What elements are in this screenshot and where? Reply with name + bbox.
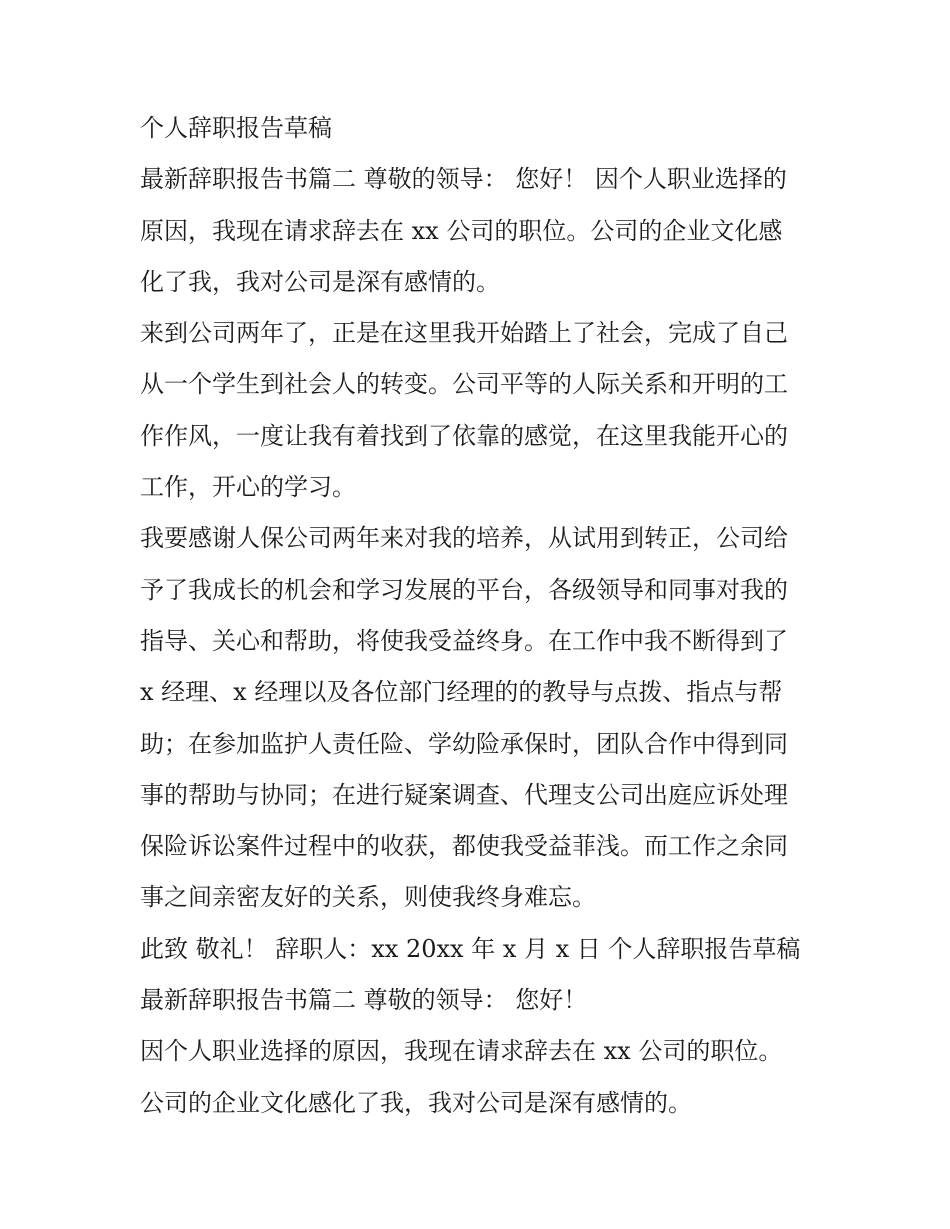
text-line: 从一个学生到社会人的转变。公司平等的人际关系和开明的工 — [140, 370, 788, 399]
text-line: 事的帮助与协同；在进行疑案调查、代理支公司出庭应诉处理 — [140, 780, 788, 809]
text-line: 我要感谢人保公司两年来对我的培养，从试用到转正，公司给 — [140, 524, 788, 553]
text-line: 化了我，我对公司是深有感情的。 — [140, 267, 500, 296]
text-line: 此致 敬礼！ 辞职人：xx 20xx 年 x 月 x 日 个人辞职报告草稿 — [140, 934, 801, 963]
text-line: 原因，我现在请求辞去在 xx 公司的职位。公司的企业文化感 — [140, 216, 783, 245]
document-body — [140, 103, 820, 1129]
text-line: 因个人职业选择的原因，我现在请求辞去在 xx 公司的职位。 — [140, 1037, 783, 1066]
document-title: 个人辞职报告草稿 — [140, 114, 332, 142]
text-line: 事之间亲密友好的关系，则使我终身难忘。 — [140, 883, 596, 912]
text-line: 来到公司两年了，正是在这里我开始踏上了社会，完成了自己 — [140, 319, 788, 348]
text-line: 指导、关心和帮助，将使我受益终身。在工作中我不断得到了 — [140, 626, 788, 655]
text-line: 予了我成长的机会和学习发展的平台，各级领导和同事对我的 — [140, 575, 788, 604]
text-line: x 经理、x 经理以及各位部门经理的的教导与点拨、指点与帮 — [140, 678, 783, 707]
text-line: 工作，开心的学习。 — [140, 473, 356, 502]
text-line: 最新辞职报告书篇二 尊敬的领导： 您好！ 因个人职业选择的 — [140, 165, 787, 194]
text-line: 保险诉讼案件过程中的收获，都使我受益菲浅。而工作之余同 — [140, 832, 788, 861]
text-line: 最新辞职报告书篇二 尊敬的领导： 您好！ — [140, 986, 588, 1015]
text-line: 作作风，一度让我有着找到了依靠的感觉，在这里我能开心的 — [140, 421, 788, 450]
text-line: 公司的企业文化感化了我，我对公司是深有感情的。 — [140, 1088, 692, 1117]
text-line: 助；在参加监护人责任险、学幼险承保时，团队合作中得到同 — [140, 729, 788, 758]
